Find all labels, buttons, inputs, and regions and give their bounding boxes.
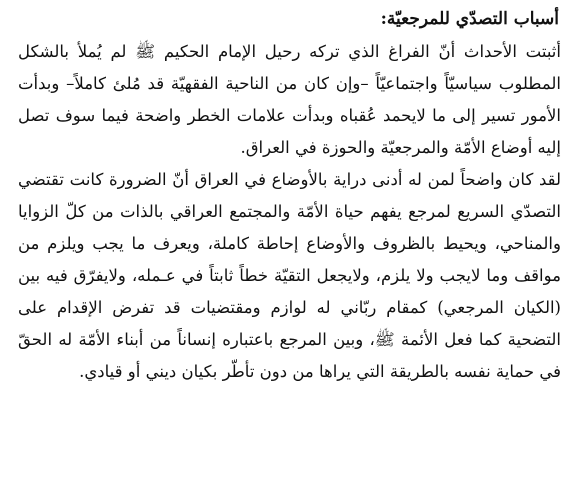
paragraph-1: أثبتت الأحداث أنّ الفراغ الذي تركه رحيل الإمام الحكيم ﷺ لم يُملأ بالشكل المطلوب سياسيّاً واجتماعيّاً –وإن كان من الناحية الفقهيّة قد مُلئ كاملاً– وبدأت الأمور تسير إلى ما لايحمد عُقباه وبدأت علامات الخطر واضحة فيما سوف تصل إليه أوضاع الأمّة والمرجعيّة والحوزة في العراق. (18, 42, 561, 157)
paragraph-2: لقد كان واضحاً لمن له أدنى دراية بالأوضاع في العراق أنّ الضرورة كانت تقتضي التصدّي السريع لمرجع يفهم حياة الأمّة والمجتمع العراقي بالذات من كلّ الزوايا والمناحي، ويحيط بالظروف والأوضاع إحاطة كاملة، ويعرف ما يجب ويلزم من مواقف وما لايجب ولا يلزم، ولايجعل التقيّة خطاً ثابتاً في عـمله، ولايفرّق فيه بين (الكيان المرجعي) كمقام ربّاني له لوازم ومقتضيات قد تفرض الإقدام على التضحية كما فعل الأئمة ﷺ، وبين المرجع باعتباره إنساناً من أبناء الأمّة له الحقّ في حماية نفسه بالطريقة التي يراها من دون تأطّر بكيان ديني أو قيادي. (18, 170, 561, 381)
section-heading: أسباب التصدّي للمرجعيّة: (380, 9, 559, 29)
